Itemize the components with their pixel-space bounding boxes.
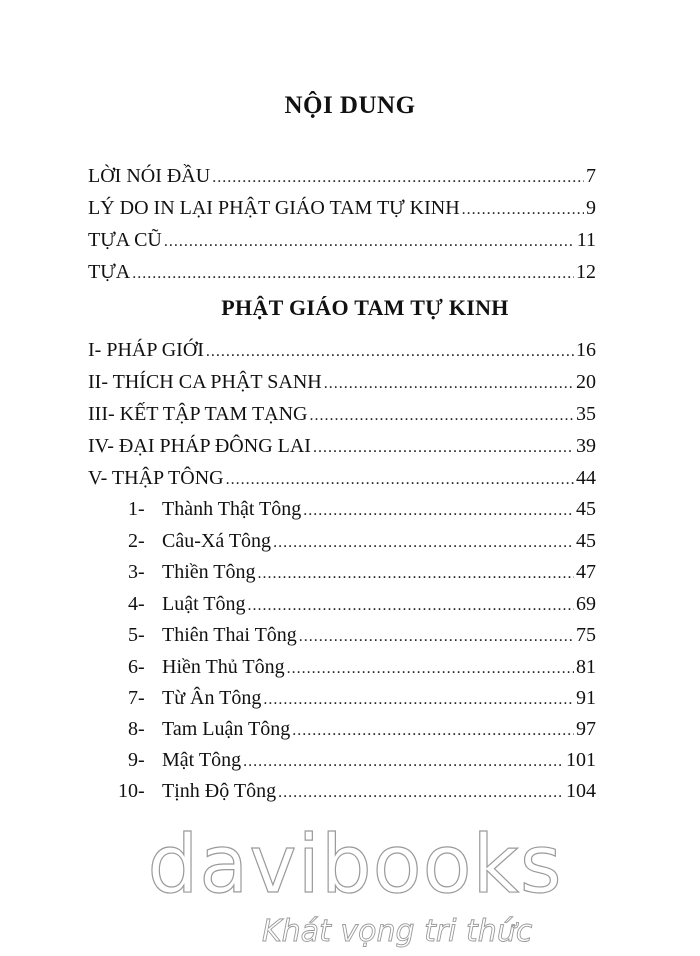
dot-leader <box>263 687 574 713</box>
toc-page-number: 12 <box>576 261 596 283</box>
toc-entry-label: Thành Thật Tông <box>162 498 302 520</box>
dot-leader <box>292 718 574 744</box>
toc-page-number: 39 <box>576 435 596 457</box>
toc-subentry-number: 9- <box>128 749 145 771</box>
toc-subentry-thanh-that-tong[interactable] <box>128 496 596 522</box>
toc-subentry-number: 4- <box>128 593 145 615</box>
toc-entry-label: IV- ĐẠI PHÁP ĐÔNG LAI <box>88 435 311 457</box>
toc-subentry-number: 2- <box>128 530 145 552</box>
toc-page-number: 47 <box>576 561 596 583</box>
toc-entry-label: Thiên Thai Tông <box>162 624 297 646</box>
toc-subentry-tam-luan-tong[interactable] <box>128 716 596 742</box>
toc-subentry-number: 8- <box>128 718 145 740</box>
dot-leader <box>310 403 574 429</box>
toc-entry-label: II- THÍCH CA PHẬT SANH <box>88 371 322 393</box>
toc-subentry-thien-tong[interactable] <box>128 559 596 585</box>
dot-leader <box>226 467 574 493</box>
dot-leader <box>248 593 574 619</box>
toc-page-number: 97 <box>576 718 596 740</box>
toc-entry-label: III- KẾT TẬP TAM TẠNG <box>88 403 308 425</box>
toc-subentry-tinh-do-tong[interactable] <box>118 778 596 804</box>
dot-leader <box>287 656 574 682</box>
toc-entry-label: LỜI NÓI ĐẦU <box>88 165 211 187</box>
watermark-brand: davibooks <box>147 818 563 911</box>
toc-page-number: 81 <box>576 656 596 678</box>
toc-subentry-cau-xa-tong[interactable] <box>128 528 596 554</box>
toc-entry-thap-tong[interactable] <box>88 465 596 491</box>
toc-page-number: 9 <box>586 197 596 219</box>
toc-page-number: 11 <box>576 229 596 251</box>
toc-page-number: 69 <box>576 593 596 615</box>
toc-entry-label: Mật Tông <box>162 749 242 771</box>
toc-entry-loi-noi-dau[interactable] <box>88 163 596 189</box>
toc-entry-label: Tam Luận Tông <box>162 718 291 740</box>
toc-entry-label: I- PHÁP GIỚI <box>88 339 204 361</box>
dot-leader <box>243 749 564 775</box>
toc-subentry-hien-thu-tong[interactable] <box>128 654 596 680</box>
dot-leader <box>164 229 575 255</box>
dot-leader <box>258 561 574 587</box>
dot-leader <box>303 498 574 524</box>
toc-entry-phap-gioi[interactable] <box>88 337 596 363</box>
toc-subentry-thien-thai-tong[interactable] <box>128 622 596 648</box>
toc-page-number: 75 <box>576 624 596 646</box>
section-title: PHẬT GIÁO TAM TỰ KINH <box>221 295 509 320</box>
dot-leader <box>299 624 574 650</box>
toc-page-number: 44 <box>576 467 596 489</box>
toc-entry-label: Tịnh Độ Tông <box>162 780 277 802</box>
toc-entry-label: Câu-Xá Tông <box>162 530 272 552</box>
toc-page-number: 7 <box>586 165 596 187</box>
toc-subentry-number: 6- <box>128 656 145 678</box>
dot-leader <box>212 165 584 191</box>
page-title: NỘI DUNG <box>284 92 416 119</box>
dot-leader <box>313 435 574 461</box>
dot-leader <box>206 339 574 365</box>
toc-subentry-luat-tong[interactable] <box>128 591 596 617</box>
dot-leader <box>273 530 574 556</box>
toc-entry-label: LÝ DO IN LẠI PHẬT GIÁO TAM TỰ KINH <box>88 197 460 219</box>
toc-entry-label: Thiền Tông <box>162 561 256 583</box>
toc-entry-label: Từ Ân Tông <box>162 687 262 709</box>
toc-page-number: 16 <box>576 339 596 361</box>
toc-entry-label: Hiền Thủ Tông <box>162 656 285 678</box>
toc-subentry-number: 1- <box>128 498 145 520</box>
toc-page-number: 35 <box>576 403 596 425</box>
toc-page-number: 20 <box>576 371 596 393</box>
toc-page-number: 104 <box>566 780 596 802</box>
toc-page-number: 91 <box>576 687 596 709</box>
watermark-slogan: Khát vọng tri thức <box>262 914 533 949</box>
toc-entry-label: TỰA <box>88 261 131 283</box>
toc-entry-label: TỰA CŨ <box>88 229 162 251</box>
toc-subentry-mat-tong[interactable] <box>128 747 596 773</box>
toc-entry-thich-ca-phat-sanh[interactable] <box>88 369 596 395</box>
toc-entry-tua-cu[interactable] <box>88 227 596 253</box>
toc-subentry-number: 3- <box>128 561 145 583</box>
toc-subentry-number: 5- <box>128 624 145 646</box>
toc-page-number: 45 <box>576 498 596 520</box>
toc-entry-dai-phap-dong-lai[interactable] <box>88 433 596 459</box>
toc-page-number: 101 <box>566 749 596 771</box>
toc-entry-ly-do-in-lai[interactable] <box>88 195 596 221</box>
toc-entry-tua[interactable] <box>88 259 596 285</box>
dot-leader <box>278 780 564 806</box>
toc-entry-label: Luật Tông <box>162 593 246 615</box>
toc-entry-label: V- THẬP TÔNG <box>88 467 224 489</box>
dot-leader <box>324 371 574 397</box>
toc-subentry-number: 7- <box>128 687 145 709</box>
dot-leader <box>132 261 574 287</box>
toc-entry-ket-tap-tam-tang[interactable] <box>88 401 596 427</box>
toc-page-number: 45 <box>576 530 596 552</box>
toc-subentry-number: 10- <box>118 780 145 802</box>
toc-subentry-tu-an-tong[interactable] <box>128 685 596 711</box>
dot-leader <box>462 197 584 223</box>
